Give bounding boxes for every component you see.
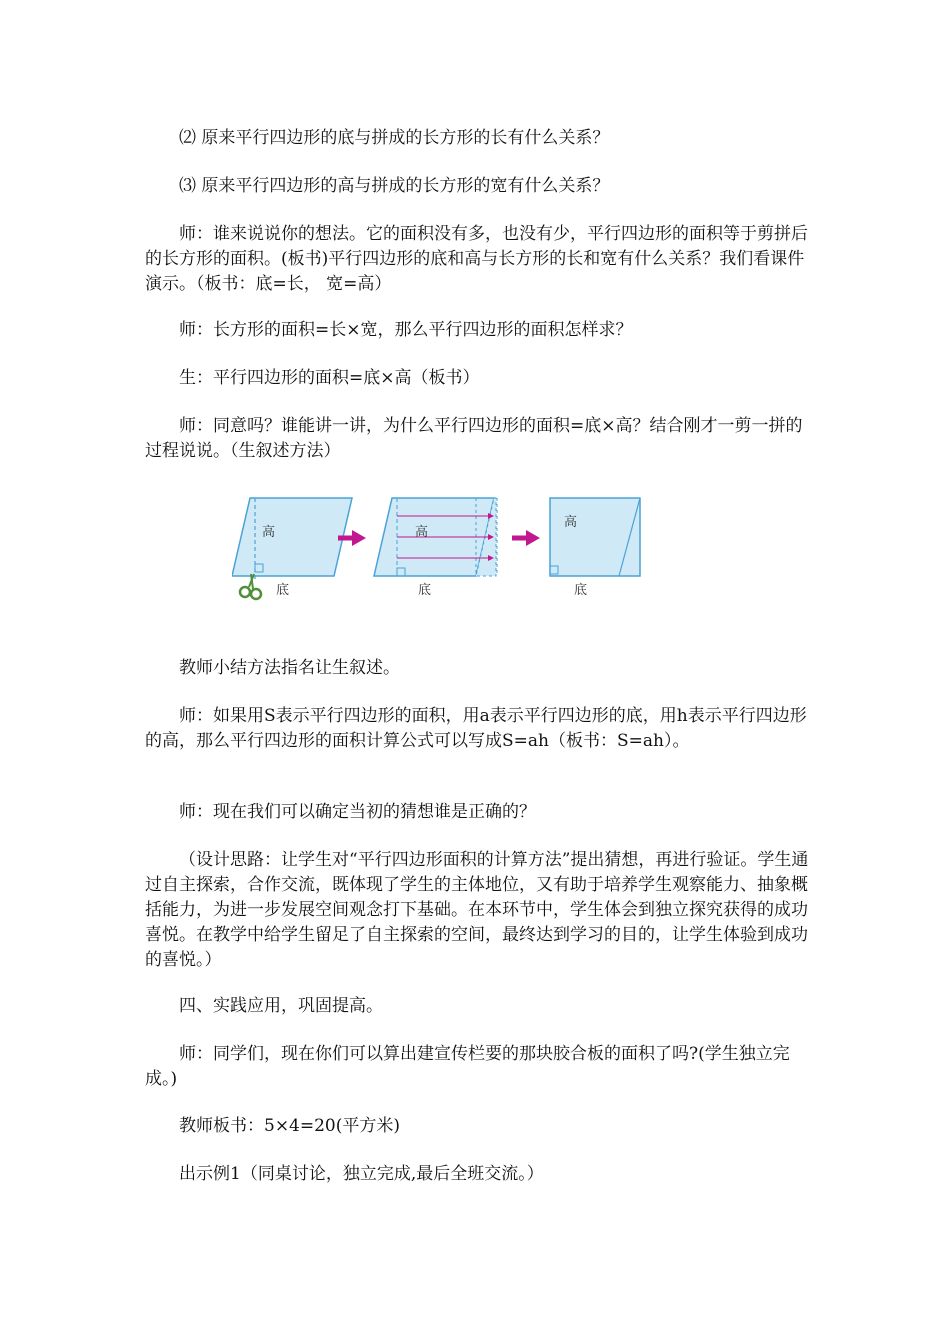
arrow-right-icon (512, 530, 540, 546)
teacher-ask-reason: 师：同意吗？谁能讲一讲，为什么平行四边形的面积=底×高？结合刚才一剪一拼的过程说说。（生叙述方法） (145, 416, 803, 461)
height-label: 高 (415, 525, 429, 540)
scissors-icon (240, 574, 261, 599)
teacher-practice-question: 师：同学们，现在你们可以算出建宣传栏要的那块胶合板的面积了吗?(学生独立完成。) (145, 1044, 790, 1089)
student-answer-area: 生：平行四边形的面积=底×高（板书） (179, 368, 480, 388)
base-label: 底 (276, 583, 290, 598)
panel-rectangle (550, 498, 640, 598)
question-2: ⑵ 原来平行四边形的底与拼成的长方形的长有什么关系？ (179, 128, 610, 148)
base-label: 底 (418, 583, 432, 598)
blackboard-calculation: 教师板书：5×4=20(平方米) (179, 1116, 401, 1136)
parallelogram-shape (232, 498, 352, 576)
teacher-summary: 教师小结方法指名让生叙述。 (179, 658, 400, 678)
panel-translation (374, 498, 497, 598)
parallelogram-cut-figure (232, 484, 650, 608)
panel-parallelogram (232, 498, 352, 599)
height-label: 高 (564, 515, 578, 530)
base-label: 底 (574, 583, 588, 598)
example-intro: 出示例1（同桌讨论，独立完成,最后全班交流。） (179, 1164, 544, 1184)
formula-paragraph: 师：如果用S表示平行四边形的面积，用a表示平行四边形的底，用h表示平行四边形的高，那么平行四边形的面积计算公式可以写成S=ah（板书：S=ah）。 (145, 706, 807, 751)
height-label: 高 (262, 525, 276, 540)
section-heading-practice: 四、实践应用，巩固提高。 (179, 996, 383, 1016)
rectangle-shape (550, 498, 640, 576)
design-rationale: （设计思路：让学生对“平行四边形面积的计算方法”提出猜想，再进行验证。学生通过自主探索，合作交流，既体现了学生的主体地位，又有助于培养学生观察能力、抽象概括能力，为进一步发展空间观念打下基础。在本环节中，学生体会到独立探究获得的成功喜悦。在教学中给学生留足了自主探索的空间，最终达到学习的目的，让学生体验到成功的喜悦。） (145, 850, 809, 970)
teacher-question-area: 师：长方形的面积=长×宽，那么平行四边形的面积怎样求？ (179, 320, 633, 340)
teacher-guess-question: 师：现在我们可以确定当初的猜想谁是正确的？ (179, 802, 536, 822)
question-3: ⑶ 原来平行四边形的高与拼成的长方形的宽有什么关系？ (179, 176, 610, 196)
teacher-explanation: 师：谁来说说你的想法。它的面积没有多，也没有少，平行四边形的面积等于剪拼后的长方形的面积。(板书)平行四边形的底和高与长方形的长和宽有什么关系？我们看课件演示。（板书：底=长， 宽=高） (145, 224, 808, 294)
